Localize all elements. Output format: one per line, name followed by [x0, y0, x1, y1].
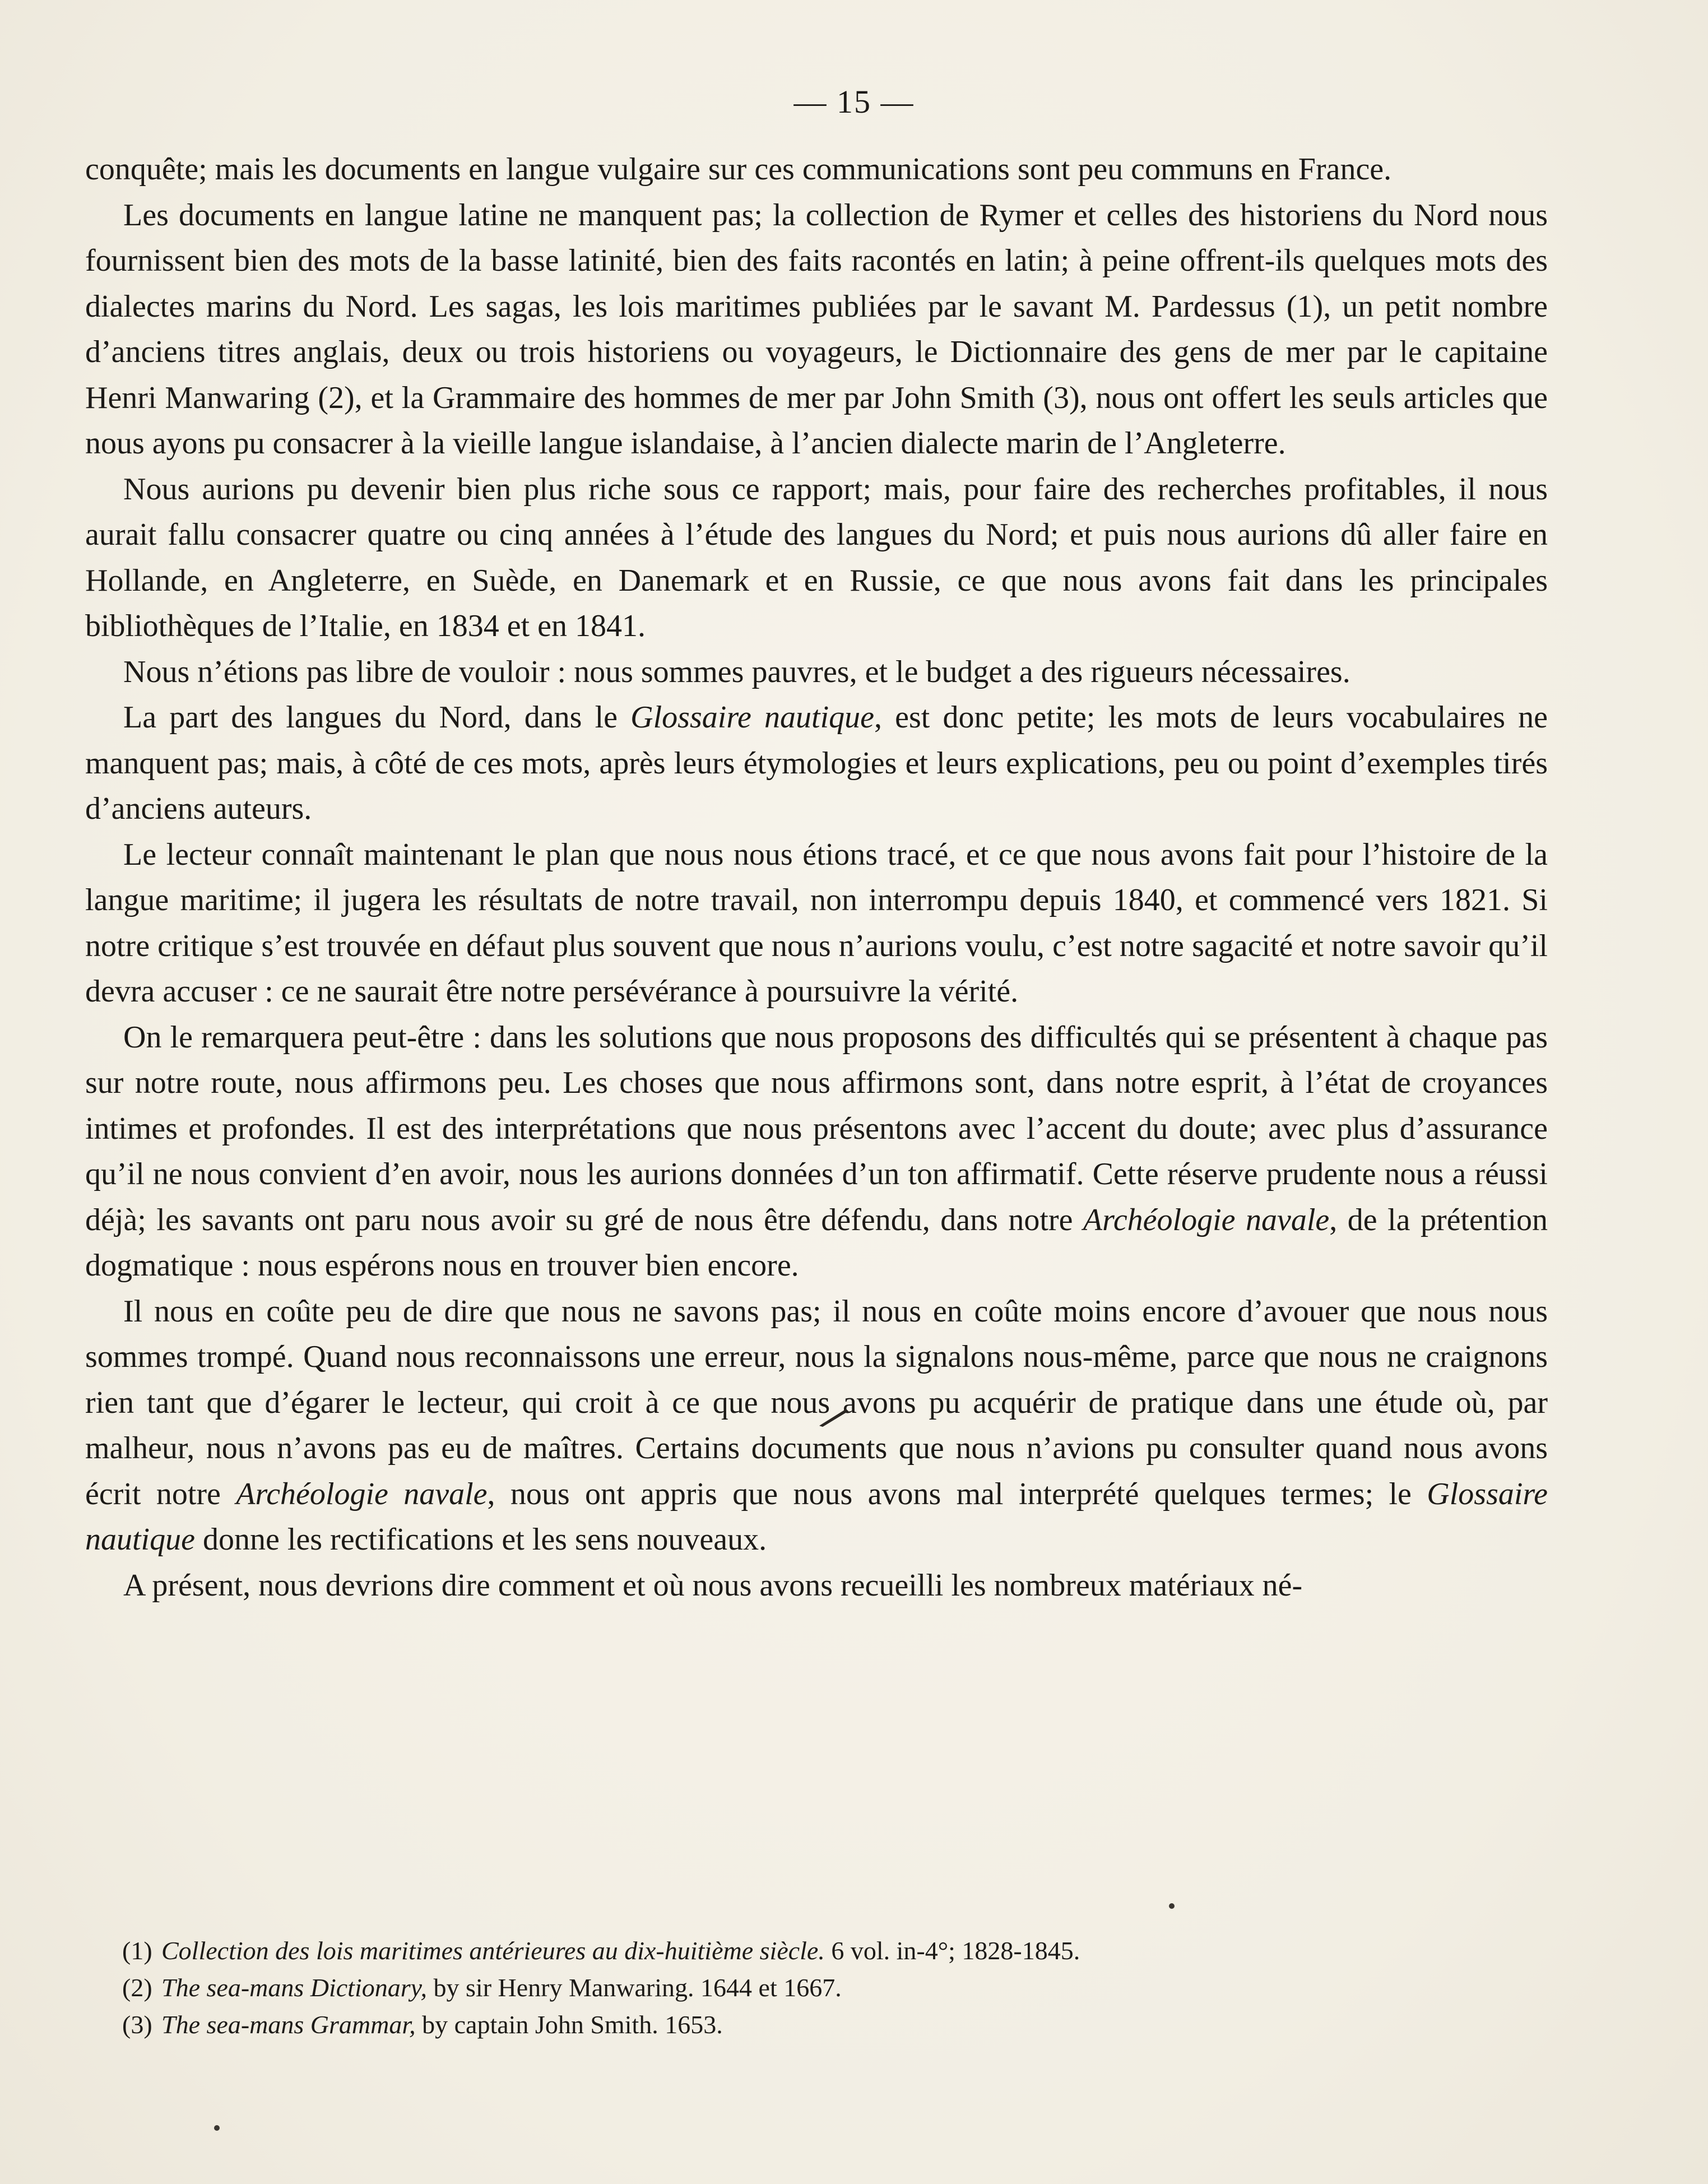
paragraph-8-text-c: donne les rectifications et les sens nouveaux.: [194, 1522, 767, 1557]
page-number: — 15 —: [793, 84, 915, 120]
paragraph-8-text-a: Il nous en coûte peu de dire que nous ne savons pas; il nous en coûte moins encore d’avouer que nous nous sommes trompé. Quand nous reconnaissons une erreur, nous la signalons nous-même, parce que nous ne craignons rien tant que d’égarer le lecteur, qui croit à ce que nous avons pu acquérir de pratique dans une étude où, par malheur, nous n’avons pas eu de maîtres. Certains documents que nous n’avions pu consulter quand nous avons écrit notre: [85, 1293, 1548, 1511]
paragraph-8-text-b: , nous ont appris que nous avons mal interprété quelques termes; le: [487, 1476, 1427, 1511]
paragraph-5-text-b: , est donc petite; les mots de leurs vocabulaires ne manquent pas; mais, à côté de ces mots, après leurs étymologies et leurs explications, peu ou point d’exemples tirés d’anciens auteurs.: [85, 700, 1548, 826]
glossaire-nautique-title: Glossaire nautique: [85, 1476, 1548, 1557]
footnote-title: The sea-mans Grammar,: [161, 2010, 416, 2039]
paragraph-3: Nous aurions pu devenir bien plus riche sous ce rapport; mais, pour faire des recherches profitables, il nous aurait fallu consacrer quatre ou cinq années à l’étude des langues du Nord; et puis nous aurions dû aller faire en Hollande, en Angleterre, en Suède, en Danemark et en Russie, ce que nous avons fait dans les principales bibliothèques de l’Italie, en 1834 et en 1841.: [85, 471, 1548, 643]
archeologie-navale-title: Archéologie navale: [1083, 1202, 1330, 1237]
ink-speck: [214, 2125, 220, 2131]
footnote-details: by sir Henry Manwaring. 1644 et 1667.: [427, 1973, 842, 2002]
footnote-details: by captain John Smith. 1653.: [415, 2010, 723, 2039]
footnote-3: [122, 2006, 1523, 2043]
footnote-mark: (3): [122, 2010, 152, 2039]
paragraph-4: Nous n’étions pas libre de vouloir : nous sommes pauvres, et le budget a des rigueurs nécessaires.: [123, 654, 1350, 689]
paragraph-1: conquête; mais les documents en langue vulgaire sur ces communications sont peu communs en France.: [85, 152, 1392, 187]
glossaire-nautique-title: Glossaire nautique: [630, 700, 875, 735]
paragraph-5-text-a: La part des langues du Nord, dans le: [123, 700, 631, 735]
ink-speck: [1169, 1903, 1175, 1909]
paragraph-7-text-a: On le remarquera peut-être : dans les solutions que nous proposons des difficultés qui se présentent à chaque pas sur notre route, nous affirmons peu. Les choses que nous affirmons sont, dans notre esprit, à l’état de croyances intimes et profondes. Il est des interprétations que nous présentons avec l’accent du doute; avec plus d’assurance qu’il ne nous convient d’en avoir, nous les aurions données d’un ton affirmatif. Cette réserve prudente nous a réussi déjà; les savants ont paru nous avoir su gré de nous être défendu, dans notre: [85, 1019, 1548, 1237]
pen-stroke-mark: [817, 1406, 851, 1428]
paragraph-7-text-b: , de la prétention dogmatique : nous espérons nous en trouver bien encore.: [85, 1202, 1548, 1283]
paragraph-7: [85, 1015, 1548, 1289]
paragraph-5: [85, 695, 1548, 832]
footnote-details: 6 vol. in-4°; 1828-1845.: [824, 1936, 1080, 1965]
footnotes: [122, 1932, 1523, 2043]
archeologie-navale-title: Archéologie navale: [236, 1476, 488, 1511]
body-text: [85, 147, 1548, 1608]
paragraph-8: [85, 1289, 1548, 1563]
paragraph-6: Le lecteur connaît maintenant le plan que nous nous étions tracé, et ce que nous avons fait pour l’histoire de la langue maritime; il jugera les résultats de notre travail, non interrompu depuis 1840, et commencé vers 1821. Si notre critique s’est trouvée en défaut plus souvent que nous n’aurions voulu, c’est notre sagacité et notre savoir qu’il devra accuser : ce ne saurait être notre persévérance à poursuivre la vérité.: [85, 837, 1548, 1009]
footnote-2: [122, 1969, 1523, 2006]
paragraph-2: Les documents en langue latine ne manquent pas; la collection de Rymer et celles des historiens du Nord nous fournissent bien des mots de la basse latinité, bien des faits racontés en latin; à peine offrent-ils quelques mots des dialectes marins du Nord. Les sagas, les lois maritimes publiées par le savant M. Pardessus (1), un petit nombre d’anciens titres anglais, deux ou trois historiens ou voyageurs, le Dictionnaire des gens de mer par le capitaine Henri Manwaring (2), et la Grammaire des hommes de mer par John Smith (3), nous ont offert les seuls articles que nous ayons pu consacrer à la vieille langue islandaise, à l’ancien dialecte marin de l’Angleterre.: [85, 197, 1548, 461]
footnote-mark: (1): [122, 1936, 152, 1965]
paragraph-9: A présent, nous devrions dire comment et où nous avons recueilli les nombreux matériaux né-: [123, 1568, 1303, 1603]
footnote-mark: (2): [122, 1973, 152, 2002]
footnote-title: Collection des lois maritimes antérieures au dix-huitième siècle.: [161, 1936, 825, 1965]
footnote-1: [122, 1932, 1523, 1969]
footnote-title: The sea-mans Dictionary,: [161, 1973, 428, 2002]
